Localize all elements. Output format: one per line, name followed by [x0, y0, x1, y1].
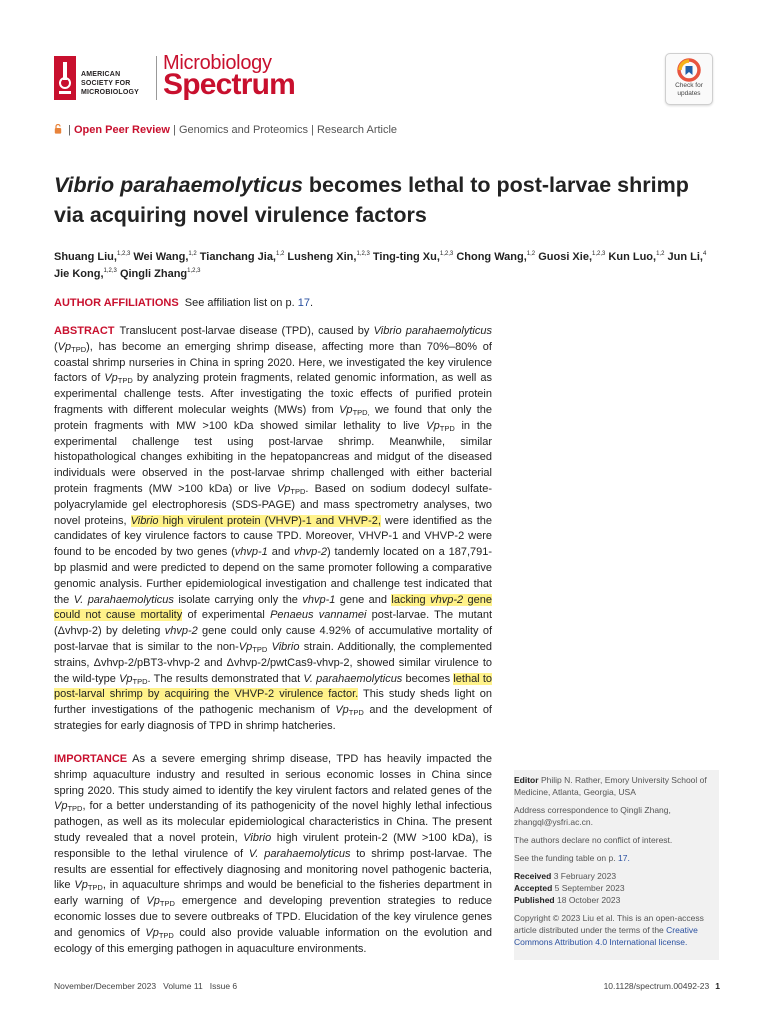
- text-segment: ), has become an emerging shrimp disease, affecting more than 70%–80% of coastal shrimp nurseries in China in spring 2020. Here, we investigated the key virulence factors of: [54, 340, 492, 385]
- text-segment: strain. Additionally, the complemented strains, Δvhvp-2/pBT3-vhvp-2 and Δvhvp-2/pwtCas9-vhvp-2, showed similar virulence to the wild-type: [54, 640, 492, 685]
- correspondence-info: Address correspondence to Qingli Zhang, zhangql@ysfri.ac.cn.: [514, 805, 671, 827]
- text-segment: TPD: [67, 804, 83, 814]
- editor-text: Philip N. Rather, Emory University School of Medicine, Atlanta, Georgia, USA: [514, 775, 707, 797]
- abstract-label: ABSTRACT: [54, 325, 115, 337]
- open-peer-review-label[interactable]: Open Peer Review: [73, 124, 170, 136]
- text-segment: Vp: [104, 372, 118, 385]
- affiliations-end: .: [309, 297, 314, 309]
- journal-name-main: Spectrum: [163, 68, 295, 101]
- received-label: Received: [514, 871, 552, 881]
- text-segment: becomes: [402, 672, 454, 685]
- published-date: [514, 894, 711, 906]
- text-segment: , for a better understanding of its pathogenicity of the novel highly lethal infectious pathogen, as well as its molecular epidemiological characteristics in China. The present study revealed that a novel protein,: [54, 800, 492, 844]
- author-name[interactable]: Shuang Liu,: [54, 251, 117, 263]
- journal-name-top: Microbiology: [163, 52, 272, 74]
- received-value: 3 February 2023: [553, 871, 617, 881]
- copyright-info: [514, 912, 711, 948]
- text-segment: (: [54, 340, 58, 353]
- funding-page-link[interactable]: 17.: [618, 853, 630, 863]
- text-segment: TPD,: [352, 407, 370, 417]
- license-link[interactable]: Creative Commons Attribution 4.0 International license.: [514, 925, 698, 947]
- author-name[interactable]: Ting-ting Xu,: [372, 251, 440, 263]
- copyright-text: Copyright © 2023 Liu et al. This is an open-access article distributed under the terms of the: [514, 913, 704, 935]
- text-segment: to shrimp post-larvae. The results are essential for effectively diagnosing and monitoring novel pathogenic bacteria, like: [54, 847, 492, 892]
- editor-info: [514, 774, 711, 798]
- author-name[interactable]: Wei Wang,: [133, 251, 189, 263]
- author-affiliation-sup: 1,2: [526, 251, 536, 257]
- text-segment: and: [267, 546, 294, 559]
- text-segment: Vp: [339, 403, 353, 416]
- title-species: Vibrio parahaemolyticus: [54, 173, 303, 197]
- author-affiliation-sup: 1,2: [276, 251, 285, 257]
- text-segment: V. parahaemolyticus: [303, 672, 403, 685]
- text-segment: TPD: [252, 644, 268, 654]
- text-segment: in the experimental challenge test using post-larvae shrimp. Meanwhile, similar histopathological changes exhibiting in the hepatopancreas and midgut of the diseased individuals were observed in the post-larvae shrimp challenged with either bacterial protein fragments (MW >100 kDa) or live: [54, 419, 492, 495]
- text-segment: Vp: [74, 879, 88, 892]
- author-name[interactable]: Tianchang Jia,: [199, 251, 276, 263]
- author-affiliation-sup: 1,2,3: [187, 268, 201, 274]
- text-segment: Translucent post-larvae disease (TPD), caused by: [119, 325, 374, 337]
- published-value: 18 October 2023: [557, 895, 621, 905]
- published-label: Published: [514, 895, 555, 905]
- text-segment: TPD: [87, 883, 103, 893]
- text-segment: vhvp-1: [234, 546, 268, 559]
- text-segment: we found that only the protein fragments with MW >100 kDa showed similar lethality to live: [54, 403, 493, 432]
- text-segment: Vibrio: [243, 831, 272, 844]
- importance-paragraph: [54, 752, 492, 957]
- separator: |: [307, 124, 317, 136]
- text-segment: Vibrio parahaemolyticus: [373, 325, 492, 337]
- doi-text[interactable]: 10.1128/spectrum.00492-23: [603, 981, 710, 991]
- text-segment: could also provide valuable information on the evolution and ecology of this emerging pathogen in aquaculture environments.: [54, 926, 492, 955]
- text-segment: gene could only cause 4.92% of accumulative mortality of post-larvae that is similar to the non-: [54, 625, 492, 653]
- title-rest: becomes lethal to post-larvae shrimp via acquiring novel virulence factors: [54, 173, 689, 227]
- text-segment: Vp: [145, 926, 159, 939]
- text-segment: . Based on sodium dodecyl sulfate-polyacrylamide gel electrophoresis (SDS-PAGE) and mass spectrometry analyses, two novel proteins,: [54, 482, 492, 527]
- author-name[interactable]: Chong Wang,: [456, 251, 527, 263]
- text-segment: were identified as the candidates of key virulence factors to cause TPD. Moreover, VHVP-1 and VHVP-2 were found to be encoded by two genes (: [54, 514, 492, 559]
- author-affiliation-sup: 1,2,3: [116, 251, 131, 257]
- funding-text: See the funding table on p.: [514, 853, 616, 863]
- author-name[interactable]: Qingli Zhang: [119, 268, 188, 280]
- publisher-name: AMERICAN SOCIETY FOR MICROBIOLOGY: [81, 71, 140, 96]
- text-segment: TPD: [71, 344, 87, 354]
- text-segment: by analyzing protein fragments, related genomic information, as well as experimental challenge tests. After investigating the toxic effects of purified protein fragments with different molecular weights (MWs) from: [54, 372, 493, 416]
- article-type-label: Research Article: [316, 124, 398, 136]
- text-segment: Vibrio: [271, 640, 300, 653]
- text-segment: Vp: [146, 895, 160, 908]
- author-name[interactable]: Guosi Xie,: [538, 251, 592, 263]
- text-segment: . The results demonstrated that: [147, 672, 304, 685]
- open-access-icon: [54, 124, 62, 134]
- text-segment: Vp: [54, 800, 68, 813]
- author-name[interactable]: Lusheng Xin,: [287, 251, 357, 263]
- author-affiliation-sup: 4: [702, 251, 707, 257]
- text-segment: and the development of strategies for early diagnosis of TPD in shrimp hatcheries.: [54, 704, 492, 732]
- funding-info: [514, 852, 711, 864]
- author-list: [54, 249, 719, 283]
- highlighted-text: Vibrio: [130, 514, 159, 527]
- author-name[interactable]: Kun Luo,: [608, 251, 657, 263]
- text-segment: TPD: [290, 486, 306, 496]
- text-segment: V. parahaemolyticus: [73, 593, 174, 606]
- text-segment: gene and: [335, 593, 392, 606]
- abstract-paragraph: [54, 324, 492, 735]
- affiliations-page-link[interactable]: 17: [297, 297, 310, 309]
- highlighted-text: lacking: [391, 593, 431, 606]
- author-affiliation-sup: 1,2: [656, 251, 665, 257]
- text-segment: TPD: [159, 899, 175, 909]
- importance-body: [54, 753, 492, 955]
- accepted-value: 5 September 2023: [554, 883, 625, 893]
- check-for-updates-badge[interactable]: [665, 53, 713, 105]
- text-segment: Vp: [119, 672, 133, 685]
- text-segment: vhvp-2: [293, 546, 327, 559]
- accepted-label: Accepted: [514, 883, 553, 893]
- issue-info: November/December 2023 Volume 11 Issue 6: [54, 981, 238, 991]
- highlighted-text: gene could not cause mortality: [54, 593, 492, 622]
- text-segment: Vp: [335, 704, 349, 717]
- author-affiliations-line: [54, 297, 313, 309]
- affiliations-label[interactable]: AUTHOR AFFILIATIONS: [54, 297, 179, 309]
- author-name[interactable]: Jun Li,: [667, 251, 703, 263]
- author-affiliation-sup: 1,2,3: [103, 268, 117, 274]
- author-affiliation-sup: 1,2: [188, 251, 197, 257]
- text-segment: ) tandemly located on a 187,791-bp plasmid and were predicted to depend on the same promoter following a comparative genomic analysis. Further epidemiological investigation and challenge test indicated that the: [54, 546, 493, 606]
- author-affiliation-sup: 1,2,3: [592, 251, 606, 257]
- page-number: 1: [715, 981, 720, 991]
- text-segment: TPD: [158, 930, 174, 940]
- text-segment: TPD: [132, 676, 148, 686]
- doi-footer: [560, 981, 720, 991]
- field-label: Genomics and Proteomics: [178, 124, 308, 136]
- text-segment: , in aquaculture shrimps and would be beneficial to the fisheries department in early warning of: [54, 879, 492, 908]
- text-segment: Penaeus vannamei: [270, 609, 367, 622]
- article-title: [54, 170, 704, 230]
- article-info-sidebar: [514, 770, 719, 960]
- header-divider: [156, 56, 157, 100]
- text-segment: vhvp-2: [164, 625, 198, 638]
- text-segment: high virulent protein-2 (MW >100 kDa), is responsible to the lethal virulence of: [54, 831, 492, 860]
- received-date: [514, 870, 711, 882]
- check-updates-label: Check for updates: [675, 82, 703, 97]
- conflict-info: The authors declare no conflict of interest.: [514, 835, 673, 845]
- check-updates-icon: [677, 58, 701, 82]
- author-name[interactable]: Jie Kong,: [54, 268, 104, 280]
- text-segment: vhvp-1: [302, 593, 336, 606]
- article-category-line: [54, 124, 397, 136]
- abstract-body: [54, 325, 492, 732]
- text-segment: of experimental: [182, 609, 271, 622]
- asm-logo: [54, 56, 154, 102]
- text-segment: TPD: [348, 708, 364, 718]
- separator: |: [169, 124, 179, 136]
- text-segment: Vp: [426, 419, 440, 432]
- highlighted-text: lethal to post-larval shrimp by acquiring the VHVP-2 virulence factor.: [54, 672, 492, 701]
- author-affiliation-sup: 1,2,3: [439, 251, 454, 257]
- author-affiliation-sup: 1,2,3: [356, 251, 370, 257]
- highlighted-text: high virulent protein (VHVP)-1 and VHVP-2,: [158, 514, 381, 527]
- accepted-date: [514, 882, 711, 894]
- text-segment: As a severe emerging shrimp disease, TPD has heavily impacted the shrimp aquaculture industry and resulted in serious economic losses in China since spring 2020. This study aimed to identify the key virulent factors and related genes of the: [54, 753, 492, 797]
- text-segment: emergence and developing prevention strategies to reduce economic losses due to severe outbreaks of TPD. Elucidation of the key virulence genes and genomics of: [54, 895, 492, 939]
- separator: |: [65, 124, 74, 136]
- highlighted-text: vhvp-2: [430, 593, 464, 606]
- text-segment: TPD: [117, 376, 133, 386]
- text-segment: Vp: [238, 640, 253, 653]
- affiliations-text: See affiliation list on p.: [184, 297, 295, 309]
- text-segment: TPD: [439, 423, 455, 433]
- text-segment: Vp: [57, 340, 72, 353]
- microscope-emblem-icon: [54, 56, 76, 100]
- text-segment: isolate carrying only the: [173, 593, 303, 606]
- editor-label: Editor: [514, 775, 539, 785]
- text-segment: V. parahaemolyticus: [248, 847, 351, 860]
- text-segment: This study sheds light on further investigations of the pathogenic mechanism of: [54, 688, 493, 717]
- importance-label: IMPORTANCE: [54, 753, 128, 765]
- text-segment: post-larvae. The mutant (Δvhvp-2) by deleting: [54, 609, 492, 638]
- text-segment: Vp: [276, 482, 291, 495]
